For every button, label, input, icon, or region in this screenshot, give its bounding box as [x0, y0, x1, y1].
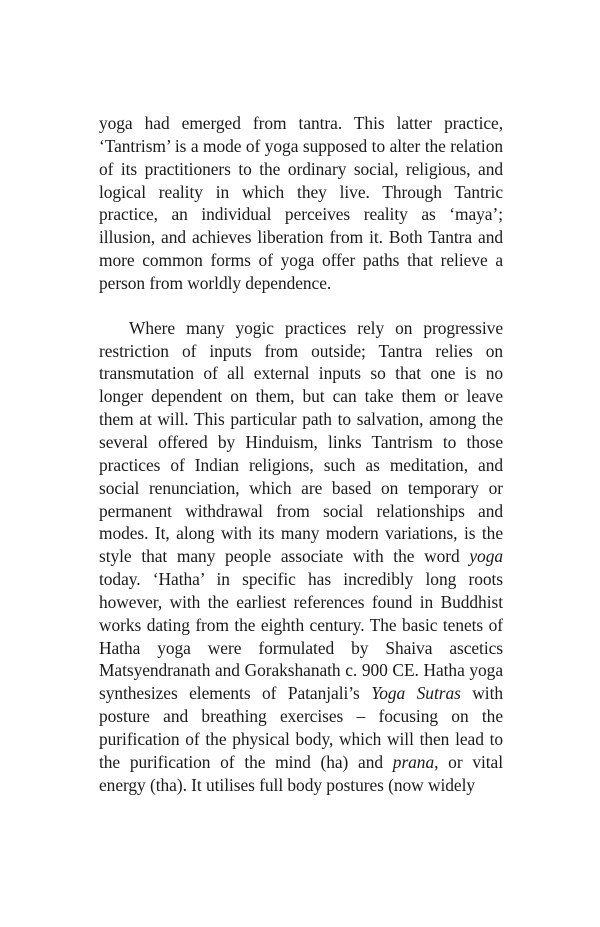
page-body	[99, 112, 503, 796]
italic-term-yoga-sutras: Yoga Sutras	[371, 683, 461, 704]
text-segment: today. ‘Hatha’ in specific has incredibly long roots however, with the earliest references found in Buddhist works dating from the eighth century. The basic tenets of Hatha yoga were formulated by Shaiva ascetics Matsyendranath and Gorakshanath c. 900 CE. Hatha yoga synthesizes elements of Patanjali’s	[99, 569, 503, 704]
text-segment: yoga had emerged from tantra. This latter practice, ‘Tantrism’ is a mode of yoga supposed to alter the relation of its practitioners to the ordinary social, religious, and logical reality in which they live. Through Tantric practice, an individual perceives reality as ‘maya’; illusion, and achieves liberation from it. Both Tantra and more common forms of yoga offer paths that relieve a person from worldly dependence.	[99, 113, 503, 293]
paragraph-tantrism	[99, 112, 503, 295]
text-segment: with posture and breathing exercises – focusing on the purification of the physical body, which will then lead to the purification of the mind (ha) and	[99, 683, 504, 772]
paragraph-hatha-yoga	[99, 317, 503, 797]
text-segment: or vital energy (tha). It utilises full body postures (now widely	[99, 751, 503, 795]
italic-term-prana: prana,	[392, 751, 439, 772]
text-segment: Where many yogic practices rely on progressive restriction of inputs from outside; Tantra relies on transmutation of all external inputs so that one is no longer dependent on them, but can take them or leave them at will. This particular path to salvation, among the several offered by Hinduism, links Tantrism to those practices of Indian religions, such as meditation, and social renunciation, which are based on temporary or permanent withdrawal from social relationships and modes. It, along with its many modern variations, is the style that many people associate with the word	[99, 317, 503, 567]
italic-term-yoga: yoga	[469, 546, 503, 567]
